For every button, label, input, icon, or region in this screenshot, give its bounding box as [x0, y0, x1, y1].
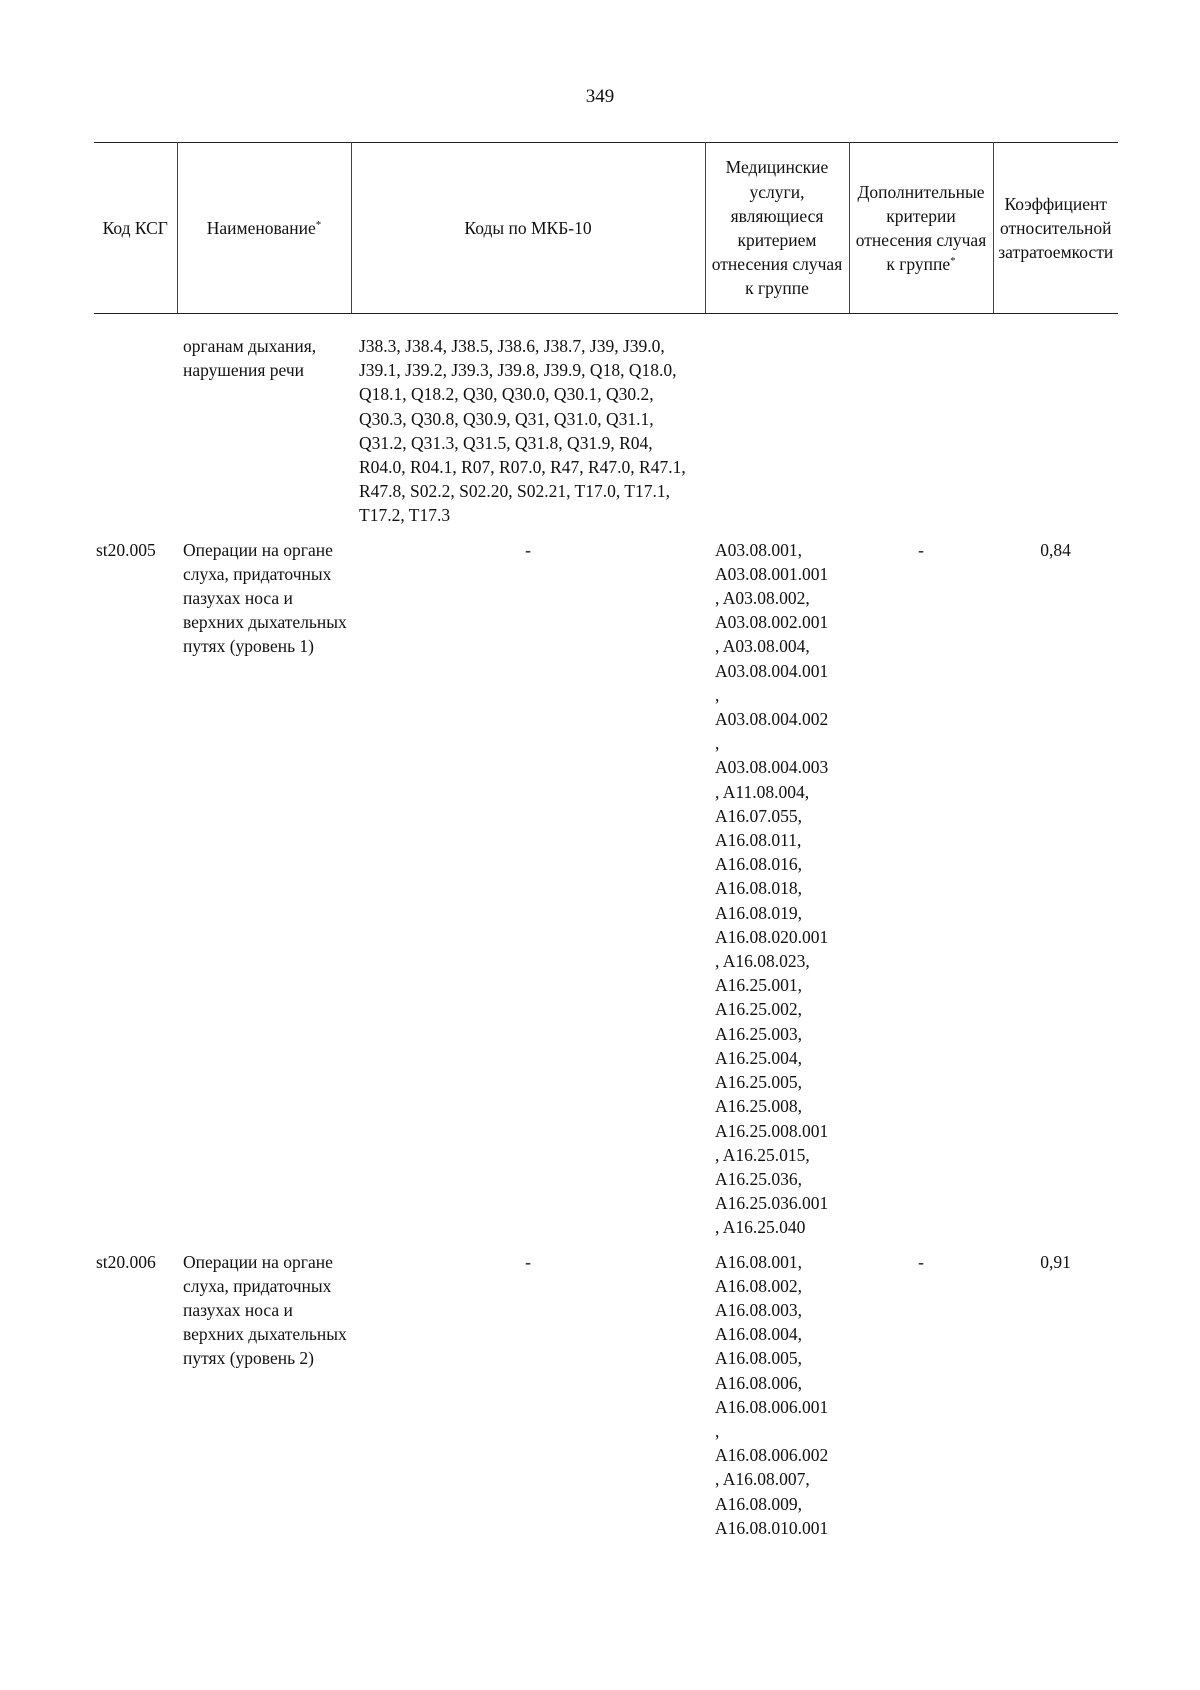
criteria-cell: - [918, 1251, 924, 1272]
ksg-code-cell [94, 314, 177, 528]
page-number: 349 [585, 86, 615, 107]
services-cell [705, 1240, 849, 1540]
header-name: Наименование* [177, 143, 351, 314]
service-code-line: A16.08.006.001 [715, 1396, 829, 1417]
header-criteria: Дополнительные критерии отнесения случая к группе* [849, 143, 993, 314]
footnote-mark: * [950, 255, 956, 268]
header-coefficient: Коэффициент относительной затратоемкости [993, 143, 1118, 314]
service-code-line: A16.07.055, [715, 805, 803, 826]
table-row [94, 528, 1118, 1240]
service-code-line: A03.08.001, [715, 539, 803, 560]
ksg-name-cell: Операции на органе слуха, придаточных пазухах носа и верхних дыхательных путях (уровень 2) [183, 1251, 347, 1369]
service-code-line: A16.08.006.002 [715, 1445, 829, 1466]
service-code-line: A16.08.005, [715, 1348, 803, 1369]
ksg-code-cell: st20.006 [96, 1251, 156, 1272]
service-code-line: A16.08.001, [715, 1251, 803, 1272]
service-code-line: A16.25.003, [715, 1023, 803, 1044]
services-list [715, 538, 845, 1240]
criteria-cell [849, 314, 993, 528]
service-code-line: , A16.25.040 [715, 1217, 806, 1238]
service-code-line: A16.25.036, [715, 1168, 803, 1189]
service-code-line: A16.25.005, [715, 1072, 803, 1093]
service-code-line: A16.08.010.001 [715, 1517, 829, 1538]
service-code-line: A16.25.036.001 [715, 1193, 829, 1214]
service-code-line: A16.08.009, [715, 1493, 803, 1514]
service-code-line: A16.25.002, [715, 999, 803, 1020]
service-code-line: , A16.08.023, [715, 951, 810, 972]
service-code-line: A03.08.004.001 [715, 660, 829, 681]
service-code-line: A03.08.001.001 [715, 563, 829, 584]
service-code-line: , [715, 684, 720, 705]
ksg-table [94, 142, 1118, 1540]
services-cell [705, 314, 849, 528]
service-code-line: , A16.08.007, [715, 1469, 810, 1490]
service-code-line: A03.08.004.002 [715, 709, 829, 730]
coefficient-cell: 0,91 [1040, 1251, 1071, 1272]
table-row [94, 1240, 1118, 1540]
service-code-line: A16.25.004, [715, 1047, 803, 1068]
service-code-line: , A16.25.015, [715, 1144, 810, 1165]
ksg-name-cell: Операции на органе слуха, придаточных пазухах носа и верхних дыхательных путях (уровень 1) [183, 539, 347, 657]
mkb-codes-cell: - [525, 1251, 531, 1272]
services-cell [705, 528, 849, 1240]
criteria-cell: - [918, 539, 924, 560]
table-header-row [94, 143, 1118, 314]
service-code-line: A16.08.002, [715, 1275, 803, 1296]
header-mkb-codes: Коды по МКБ-10 [351, 143, 705, 314]
service-code-line: A16.25.008, [715, 1096, 803, 1117]
service-code-line: , A11.08.004, [715, 781, 810, 802]
mkb-codes-cell: J38.3, J38.4, J38.5, J38.6, J38.7, J39, J39.0, J39.1, J39.2, J39.3, J39.8, J39.9, Q18, Q18.0, Q18.1, Q18.2, Q30, Q30.0, Q30.1, Q30.2, Q30.3, Q30.8, Q30.9, Q31, Q31.0, Q31.1, Q31.2, Q31.3, Q31.5, Q31.8, Q31.9, R04, R04.0, R04.1, R07, R07.0, R47, R47.0, R47.1, R47.8, S02.2, S02.20, S02.21, T17.0, T17.1, T17.2, T17.3 [359, 336, 686, 526]
service-code-line: , A03.08.002, [715, 588, 810, 609]
coefficient-cell [993, 314, 1118, 528]
service-code-line: A16.08.004, [715, 1324, 803, 1345]
table-row-continuation [94, 314, 1118, 528]
service-code-line: A16.08.016, [715, 854, 803, 875]
services-list [715, 1250, 845, 1540]
mkb-codes-cell: - [525, 539, 531, 560]
service-code-line: A16.08.011, [715, 830, 802, 851]
footnote-mark: * [315, 218, 322, 231]
service-code-line: A16.25.008.001 [715, 1120, 829, 1141]
service-code-line: A03.08.002.001 [715, 612, 829, 633]
ksg-code-cell: st20.005 [96, 539, 156, 560]
coefficient-cell: 0,84 [1040, 539, 1071, 560]
service-code-line: A16.08.006, [715, 1372, 803, 1393]
header-code: Код КСГ [94, 143, 177, 314]
service-code-line: A16.25.001, [715, 975, 803, 996]
service-code-line: A16.08.018, [715, 878, 803, 899]
service-code-line: , [715, 1420, 720, 1441]
service-code-line: A16.08.020.001 [715, 926, 829, 947]
service-code-line: A16.08.003, [715, 1299, 803, 1320]
service-code-line: , [715, 733, 720, 754]
header-services: Медицинские услуги, являющиеся критерием отнесения случая к группе [705, 143, 849, 314]
service-code-line: , A03.08.004, [715, 636, 810, 657]
ksg-name-cell: органам дыхания, нарушения речи [183, 336, 317, 381]
service-code-line: A03.08.004.003 [715, 757, 829, 778]
service-code-line: A16.08.019, [715, 902, 803, 923]
